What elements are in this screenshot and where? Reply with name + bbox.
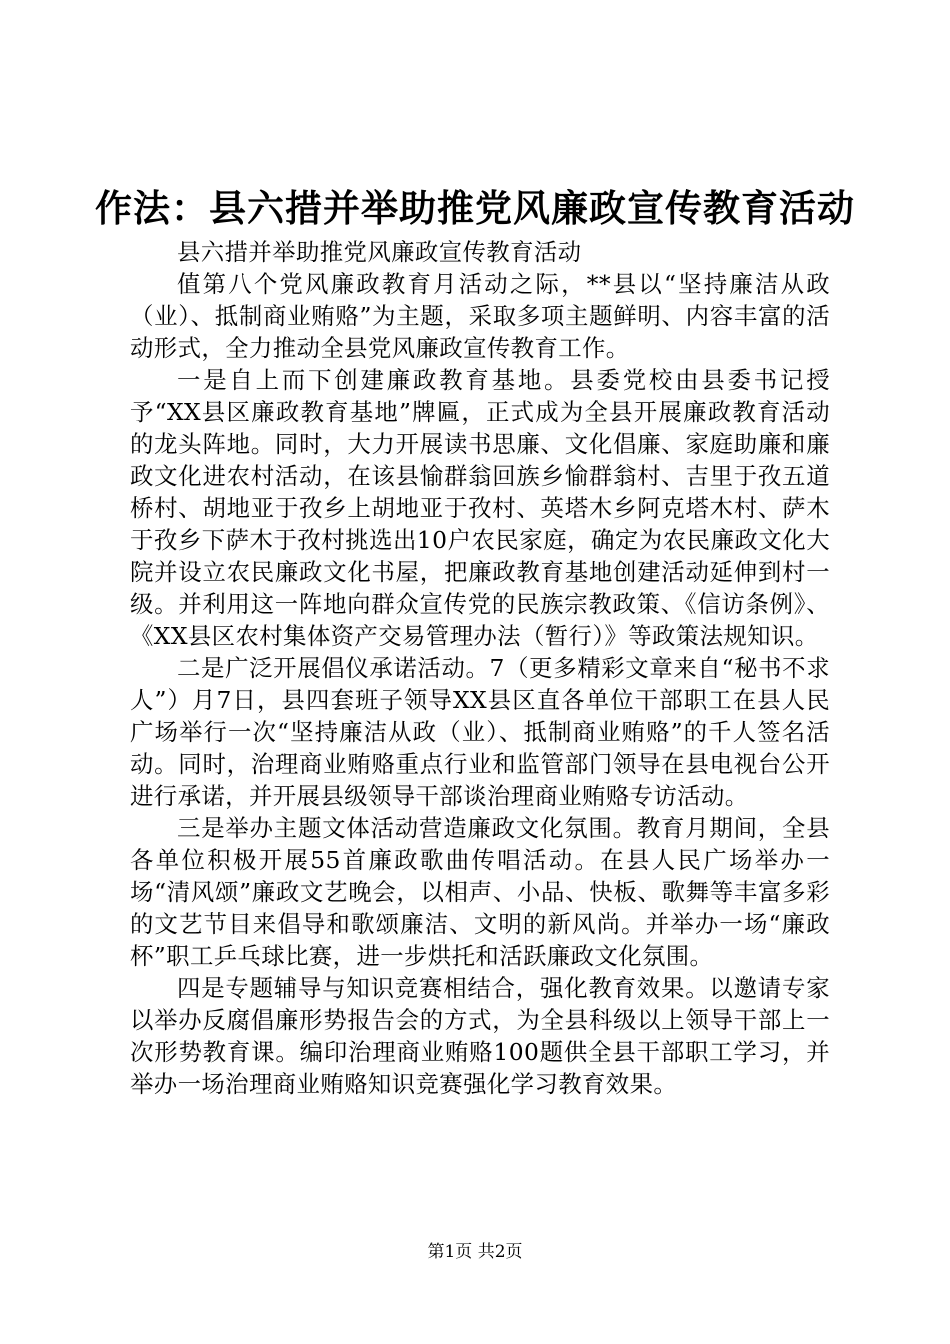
subtitle-paragraph: 县六措并举助推党风廉政宣传教育活动 (177, 238, 582, 266)
document-title: 作法：县六措并举助推党风廉政宣传教育活动 (95, 186, 855, 230)
measure-three-paragraph: 三是举办主题文体活动营造廉政文化氛围。教育月期间，全县各单位积极开展55首廉政歌曲传唱活动。在县人民广场举办一场“清风颂”廉政文艺晚会，以相声、小品、快板、歌舞等丰富多彩的文艺节目来倡导和歌颂廉洁、文明的新风尚。并举办一场“廉政杯”职工乒乓球比赛，进一步烘托和活跃廉政文化氛围。 (130, 814, 830, 970)
measure-two-paragraph: 二是广泛开展倡仪承诺活动。7（更多精彩文章来自“秘书不求人”）月7日，县四套班子领导XX县区直各单位干部职工在县人民广场举行一次“坚持廉洁从政（业）、抵制商业贿赂”的千人签名活动。同时，治理商业贿赂重点行业和监管部门领导在县电视台公开进行承诺，并开展县级领导干部谈治理商业贿赂专访活动。 (130, 654, 830, 810)
measure-one-paragraph: 一是自上而下创建廉政教育基地。县委党校由县委书记授予“XX县区廉政教育基地”牌匾，正式成为全县开展廉政教育活动的龙头阵地。同时，大力开展读书思廉、文化倡廉、家庭助廉和廉政文化进农村活动，在该县愉群翁回族乡愉群翁村、吉里于孜五道桥村、胡地亚于孜乡上胡地亚于孜村、英塔木乡阿克塔木村、萨木于孜乡下萨木于孜村挑选出10户农民家庭，确定为农民廉政文化大院并设立农民廉政文化书屋，把廉政教育基地创建活动延伸到村一级。并利用这一阵地向群众宣传党的民族宗教政策、《信访条例》、《XX县区农村集体资产交易管理办法（暂行）》等政策法规知识。 (130, 366, 830, 650)
document-body (130, 236, 830, 1100)
measure-four-paragraph: 四是专题辅导与知识竞赛相结合，强化教育效果。以邀请专家以举办反腐倡廉形势报告会的方式，为全县科级以上领导干部上一次形势教育课。编印治理商业贿赂100题供全县干部职工学习，并举办一场治理商业贿赂知识竞赛强化学习教育效果。 (130, 974, 830, 1098)
page-number-footer: 第1页 共2页 (427, 1242, 523, 1262)
intro-paragraph: 值第八个党风廉政教育月活动之际，**县以“坚持廉洁从政（业）、抵制商业贿赂”为主题，采取多项主题鲜明、内容丰富的活动形式，全力推动全县党风廉政宣传教育工作。 (130, 270, 830, 362)
